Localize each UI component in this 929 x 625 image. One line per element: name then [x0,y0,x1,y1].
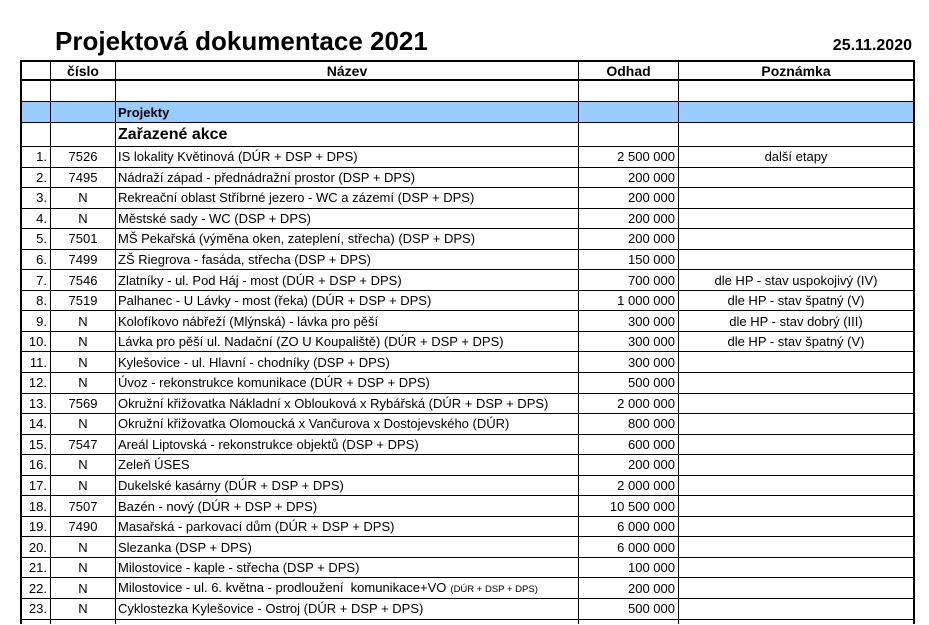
document-title: Projektová dokumentace 2021 [55,26,428,56]
project-name: Dukelské kasárny (DÚR + DSP + DPS) [116,476,579,496]
table-row [22,168,913,189]
subsection-row [22,123,913,147]
cost-estimate: 150 000 [579,250,679,270]
project-number: N [51,209,116,229]
row-index: 21. [22,558,51,578]
section-row [22,102,913,123]
table-row [22,599,913,620]
blank-cell [51,123,116,146]
row-index: 23. [22,599,51,619]
cost-estimate: 2 000 000 [579,476,679,496]
project-name: Milostovice - kaple - střecha (DSP + DPS) [116,558,579,578]
project-note [679,229,913,249]
project-number: N [51,352,116,372]
project-note: dle HP - stav špatný (V) [727,293,865,309]
cost-estimate: 200 000 [579,188,679,208]
cost-estimate: 10 500 000 [579,496,679,516]
project-number: 7501 [51,229,116,249]
cost-estimate: 800 000 [579,414,679,434]
blank-cell [22,81,51,101]
table-row [22,291,913,312]
row-index: 20. [22,537,51,557]
table-row [22,373,913,394]
blank-cell [116,620,579,624]
project-name: Rekreační oblast Stříbrné jezero - WC a zázemí (DSP + DPS) [116,188,579,208]
blank-cell [51,81,116,101]
table-row [22,250,913,271]
table-row [22,394,913,415]
row-index: 5. [22,229,51,249]
cost-estimate: 6 000 000 [579,537,679,557]
cost-estimate: 2 500 000 [579,147,679,167]
cost-estimate: 300 000 [579,332,679,352]
row-index: 13. [22,394,51,414]
project-name: Masařská - parkovací dům (DÚR + DSP + DPS) [116,517,579,537]
project-number: N [51,455,116,475]
project-name-main: Milostovice - ul. 6. května - prodloužení komunikace+VO [118,579,447,595]
blank-cell [22,620,51,624]
cost-estimate: 6 000 000 [579,517,679,537]
project-number: N [51,188,116,208]
blank-cell [116,81,579,101]
table-row [22,311,913,332]
cost-estimate: 100 000 [579,558,679,578]
table-row [22,558,913,579]
cost-estimate: 200 000 [579,455,679,475]
table-row [22,147,913,168]
project-number: N [51,537,116,557]
project-number: N [51,578,116,598]
project-name: Zlatníky - ul. Pod Háj - most (DÚR + DSP + DPS) [116,270,579,290]
row-index: 18. [22,496,51,516]
project-name: ZŠ Riegrova - fasáda, střecha (DSP + DPS) [116,250,579,270]
blank-cell [679,620,913,624]
row-index: 3. [22,188,51,208]
projects-table [20,60,915,624]
project-name: Okružní křižovatka Nákladní x Oblouková x Rybářská (DÚR + DSP + DPS) [116,394,579,414]
cost-estimate: 200 000 [579,578,679,598]
cost-estimate: 300 000 [579,352,679,372]
project-note [679,414,913,434]
document-date: 25.11.2020 [832,37,912,54]
cost-estimate: 600 000 [579,435,679,455]
project-number: 7490 [51,517,116,537]
project-number: N [51,332,116,352]
project-number: N [51,414,116,434]
project-note [679,599,913,619]
project-name: Kylešovice - ul. Hlavní - chodníky (DSP + DPS) [116,352,579,372]
project-number: N [51,558,116,578]
table-row [22,188,913,209]
header-name: Název [116,62,579,79]
project-note [679,537,913,557]
section-title: Projekty [116,102,579,122]
project-note [679,168,913,188]
cost-estimate: 200 000 [579,229,679,249]
header-index [22,62,51,79]
project-note [679,352,913,372]
blank-cell [22,102,51,122]
table-row [22,229,913,250]
table-row [22,476,913,497]
header-number: číslo [51,62,116,79]
project-number: 7546 [51,270,116,290]
project-name: Městské sady - WC (DSP + DPS) [116,209,579,229]
project-note [679,188,913,208]
project-note [679,435,913,455]
table-row [22,435,913,456]
blank-cell [679,81,913,101]
blank-row [22,81,913,102]
table-row [22,332,913,353]
project-note: dle HP - stav uspokojivý (IV) [714,272,878,288]
table-row [22,209,913,230]
project-number: N [51,476,116,496]
table-continuation [22,620,913,624]
table-row [22,517,913,538]
row-index: 9. [22,311,51,331]
project-name: Cyklostezka Kylešovice - Ostroj (DÚR + DSP + DPS) [116,599,579,619]
blank-cell [51,620,116,624]
cost-estimate: 2 000 000 [579,394,679,414]
blank-cell [22,123,51,146]
project-note [679,373,913,393]
project-name: Okružní křižovatka Olomoucká x Vančurova x Dostojevského (DÚR) [116,414,579,434]
project-note [679,496,913,516]
table-row [22,352,913,373]
project-name: Palhanec - U Lávky - most (řeka) (DÚR + DSP + DPS) [116,291,579,311]
project-note [679,455,913,475]
header-estimate: Odhad [579,62,679,79]
project-note [679,517,913,537]
blank-cell [579,620,679,624]
project-note: dle HP - stav dobrý (III) [729,313,863,329]
project-note: další etapy [764,149,828,165]
blank-cell [679,102,913,122]
table-row [22,455,913,476]
row-index: 17. [22,476,51,496]
project-number: 7495 [51,168,116,188]
cost-estimate: 500 000 [579,599,679,619]
project-number: 7569 [51,394,116,414]
project-name [116,578,579,598]
row-index: 2. [22,168,51,188]
blank-cell [679,123,913,146]
project-note [679,394,913,414]
row-index: 11. [22,352,51,372]
project-number: 7526 [51,147,116,167]
project-number: 7499 [51,250,116,270]
project-name-text [118,580,538,597]
table-row [22,270,913,291]
row-index: 8. [22,291,51,311]
project-name: Zeleň ÚSES [116,455,579,475]
project-number: 7507 [51,496,116,516]
row-index: 15. [22,435,51,455]
table-row [22,414,913,435]
project-note: dle HP - stav špatný (V) [727,334,865,350]
project-name: Úvoz - rekonstrukce komunikace (DÚR + DSP + DPS) [116,373,579,393]
project-note [679,250,913,270]
blank-cell [579,102,679,122]
project-name: Lávka pro pěší ul. Nadační (ZO U Koupaliště) (DÚR + DSP + DPS) [116,332,579,352]
cost-estimate: 700 000 [579,270,679,290]
project-name: Bazén - nový (DÚR + DSP + DPS) [116,496,579,516]
project-name: Nádraží západ - přednádražní prostor (DSP + DPS) [116,168,579,188]
project-number: N [51,311,116,331]
project-name: Kolofíkovo nábřeží (Mlýnská) - lávka pro pěší [116,311,579,331]
row-index: 6. [22,250,51,270]
table-row [22,496,913,517]
project-name-suffix: (DÚR + DSP + DPS) [450,583,538,595]
table-row [22,537,913,558]
project-name: Areál Liptovská - rekonstrukce objektů (DSP + DPS) [116,435,579,455]
project-note [679,476,913,496]
project-number: N [51,599,116,619]
row-index: 7. [22,270,51,290]
blank-cell [579,81,679,101]
row-index: 22. [22,578,51,598]
row-index: 4. [22,209,51,229]
cost-estimate: 300 000 [579,311,679,331]
project-name: MŠ Pekařská (výměna oken, zateplení, střecha) (DSP + DPS) [116,229,579,249]
cost-estimate: 500 000 [579,373,679,393]
table-row [22,578,913,599]
project-note [679,578,913,598]
blank-cell [579,123,679,146]
header-note: Poznámka [761,62,831,79]
subsection-title: Zařazené akce [116,123,579,146]
table-header-row [22,62,913,81]
cost-estimate: 1 000 000 [579,291,679,311]
project-number: 7547 [51,435,116,455]
row-index: 14. [22,414,51,434]
project-name: IS lokality Květinová (DÚR + DSP + DPS) [116,147,579,167]
project-name: Slezanka (DSP + DPS) [116,537,579,557]
project-note [679,209,913,229]
row-index: 10. [22,332,51,352]
row-index: 16. [22,455,51,475]
row-index: 19. [22,517,51,537]
row-index: 12. [22,373,51,393]
row-index: 1. [22,147,51,167]
project-number: N [51,373,116,393]
project-note [679,558,913,578]
cost-estimate: 200 000 [579,168,679,188]
cost-estimate: 200 000 [579,209,679,229]
project-number: 7519 [51,291,116,311]
blank-cell [51,102,116,122]
